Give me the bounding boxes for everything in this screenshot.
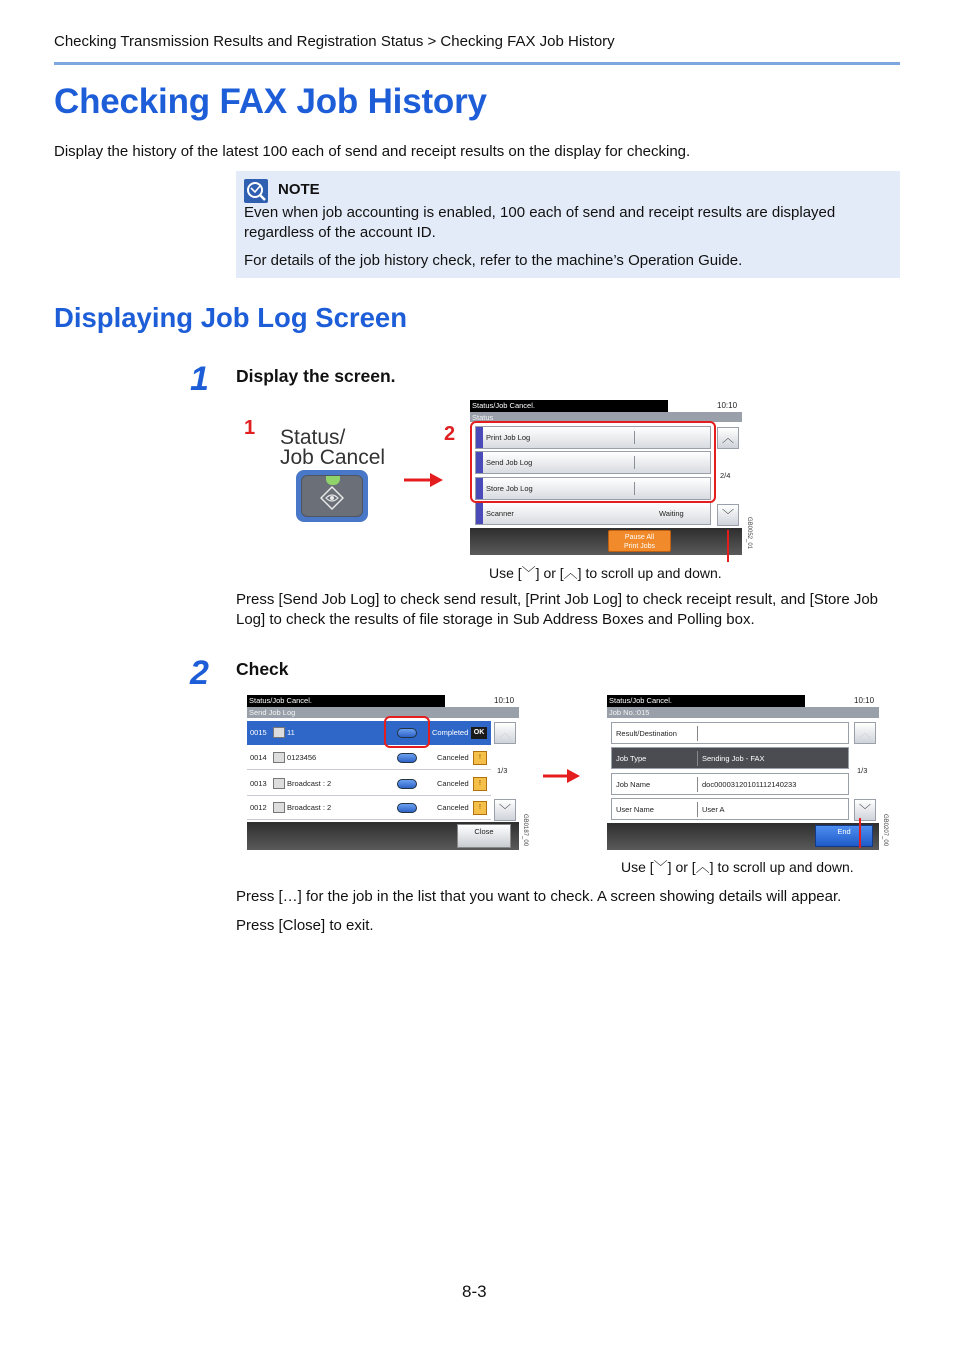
arrow-right-icon bbox=[543, 767, 581, 785]
page-number: 8-3 bbox=[462, 1282, 487, 1301]
scroll-down-button[interactable]: ﹀ bbox=[494, 799, 516, 821]
fax-icon bbox=[273, 778, 285, 789]
page-indicator: 1/3 bbox=[857, 766, 868, 775]
send-job-log-screen: Status/Job Cancel. 10:10 Send Job Log 0015 11 Completed OK 0014 0123456 Canceled ! 0013 Broadcast : 2 Canceled ! 0012 Broadcast : 2 Canceled ! ︿ 1/3 ﹀ Close bbox=[247, 695, 519, 850]
send-job-log-button[interactable]: Send Job Log bbox=[475, 451, 711, 474]
diamond-eye-icon bbox=[320, 486, 344, 510]
step2-close-instruction: Press [Close] to exit. bbox=[236, 917, 374, 934]
store-job-log-button[interactable]: Store Job Log bbox=[475, 477, 711, 500]
highlight-job-log-buttons bbox=[470, 421, 716, 503]
scroll-up-button[interactable]: ︿ bbox=[854, 722, 876, 744]
note-box bbox=[236, 171, 900, 278]
breadcrumb: Checking Transmission Results and Registration Status > Checking FAX Job History bbox=[54, 33, 615, 50]
result-destination-row[interactable]: Result/Destination bbox=[611, 722, 849, 744]
scroll-up-button[interactable]: ︿ bbox=[717, 427, 739, 449]
ok-icon: OK bbox=[471, 727, 487, 739]
job-name-row: Job Name doc00003120101112140233 bbox=[611, 773, 849, 795]
screen-title: Status/Job Cancel. bbox=[470, 400, 668, 412]
scanner-row[interactable]: Scanner Waiting bbox=[475, 502, 711, 525]
fax-icon bbox=[273, 802, 285, 813]
note-icon bbox=[244, 179, 268, 203]
canceled-icon: ! bbox=[473, 751, 487, 765]
detail-button[interactable] bbox=[397, 779, 417, 789]
job-type-row: Job Type Sending Job - FAX bbox=[611, 747, 849, 769]
page-title: Checking FAX Job History bbox=[54, 82, 487, 121]
screen-tab: Send Job Log bbox=[247, 707, 519, 718]
job-row-0014[interactable]: 0014 0123456 Canceled ! bbox=[247, 746, 491, 770]
highlight-detail-button bbox=[384, 716, 430, 748]
close-button[interactable]: Close bbox=[457, 824, 511, 848]
step-title-1: Display the screen. bbox=[236, 366, 396, 386]
screen-time: 10:10 bbox=[717, 401, 738, 410]
note-text-reference: For details of the job history check, refer to the machine’s Operation Guide. bbox=[244, 252, 743, 269]
end-button[interactable]: End bbox=[815, 825, 873, 847]
figure-code: GB0187_00 bbox=[522, 814, 528, 847]
job-row-0012[interactable]: 0012 Broadcast : 2 Canceled ! bbox=[247, 796, 491, 820]
step2-description: Press […] for the job in the list that you want to check. A screen showing details will appear. bbox=[236, 888, 842, 905]
screen-tab: Status bbox=[470, 412, 742, 422]
note-text-accounting: Even when job accounting is enabled, 100 each of send and receipt results are displayed regardless of the account ID. bbox=[244, 204, 836, 241]
callout-number-1: 1 bbox=[244, 417, 256, 439]
scroll-caption-2: Use [﹀] or [︿] to scroll up and down. bbox=[621, 859, 854, 875]
canceled-icon: ! bbox=[473, 777, 487, 791]
scanner-status: Waiting bbox=[659, 509, 684, 518]
note-title: NOTE bbox=[278, 181, 320, 198]
scroll-down-button[interactable]: ﹀ bbox=[717, 504, 739, 526]
section-title: Displaying Job Log Screen bbox=[54, 302, 407, 333]
job-row-0015[interactable]: 0015 11 Completed OK bbox=[247, 721, 491, 745]
figure-code: GB0052_01 bbox=[746, 517, 752, 550]
page-indicator: 1/3 bbox=[497, 766, 508, 775]
print-job-log-button[interactable]: Print Job Log bbox=[475, 426, 711, 449]
figure-code: GB0207_00 bbox=[882, 814, 888, 847]
pause-all-print-jobs-button[interactable]: Pause All Print Jobs bbox=[608, 530, 671, 552]
step-number-2: 2 bbox=[190, 654, 209, 692]
user-name-row: User Name User A bbox=[611, 798, 849, 820]
step1-description: Press [Send Job Log] to check send result, [Print Job Log] to check receipt result, and [Store Job Log] to check the results of file storage in Sub Address Boxes and Polling box. bbox=[236, 591, 879, 628]
job-row-0013[interactable]: 0013 Broadcast : 2 Canceled ! bbox=[247, 772, 491, 796]
status-job-cancel-key-label: Status/ Job Cancel bbox=[280, 426, 386, 469]
step-title-2: Check bbox=[236, 659, 289, 679]
detail-button[interactable] bbox=[397, 803, 417, 813]
header-rule bbox=[54, 62, 900, 65]
scroll-down-button[interactable]: ﹀ bbox=[854, 799, 876, 821]
detail-button[interactable] bbox=[397, 753, 417, 763]
scroll-caption-1: Use [﹀] or [︿] to scroll up and down. bbox=[489, 565, 722, 581]
canceled-icon: ! bbox=[473, 801, 487, 815]
arrow-right-icon bbox=[404, 471, 444, 489]
page-indicator: 2/4 bbox=[720, 471, 731, 480]
job-detail-screen: Status/Job Cancel. 10:10 Job No.:015 Result/Destination Job Type Sending Job - FAX Job Name doc00003120101112140233 User Name User A ︿ 1/3 ﹀ End bbox=[607, 695, 879, 850]
intro-text: Display the history of the latest 100 each of send and receipt results on the display for checking. bbox=[54, 143, 691, 160]
step-number-1: 1 bbox=[190, 360, 209, 398]
fax-icon bbox=[273, 752, 285, 763]
scroll-up-button[interactable]: ︿ bbox=[494, 722, 516, 744]
callout-number-2: 2 bbox=[444, 423, 456, 445]
fax-icon bbox=[273, 727, 285, 738]
screen-tab: Job No.:015 bbox=[607, 707, 879, 718]
